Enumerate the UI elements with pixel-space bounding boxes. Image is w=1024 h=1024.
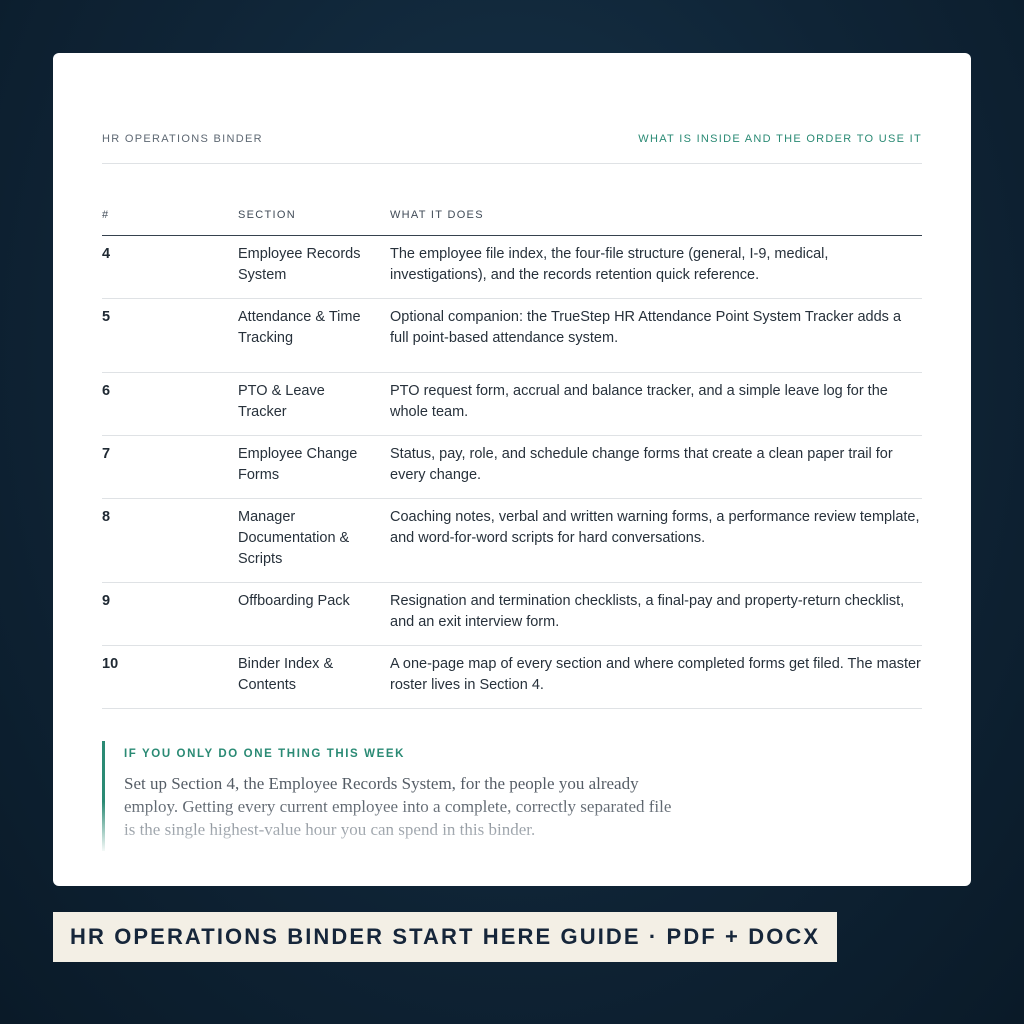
row-description: A one-page map of every section and where completed forms get filed. The master roster lives in Section 4. xyxy=(390,646,922,709)
table-header-row xyxy=(102,201,922,236)
row-number: 7 xyxy=(102,436,238,499)
row-number: 8 xyxy=(102,499,238,583)
callout-accent-bar xyxy=(102,741,105,851)
row-section: Offboarding Pack xyxy=(238,583,390,646)
table-row xyxy=(102,299,922,373)
row-description: PTO request form, accrual and balance tracker, and a simple leave log for the whole team. xyxy=(390,373,922,436)
column-header-section: SECTION xyxy=(238,201,390,236)
table-row xyxy=(102,583,922,646)
row-number: 4 xyxy=(102,236,238,299)
banner-text: HR OPERATIONS BINDER START HERE GUIDE · PDF + DOCX xyxy=(70,924,821,949)
row-section: Attendance & Time Tracking xyxy=(238,299,390,373)
row-description: Resignation and termination checklists, a final-pay and property-return checklist, and an exit interview form. xyxy=(390,583,922,646)
row-section: Binder Index & Contents xyxy=(238,646,390,709)
row-number: 5 xyxy=(102,299,238,373)
row-section: Employee Change Forms xyxy=(238,436,390,499)
row-description: Status, pay, role, and schedule change forms that create a clean paper trail for every change. xyxy=(390,436,922,499)
row-section: Manager Documentation & Scripts xyxy=(238,499,390,583)
table-row xyxy=(102,646,922,709)
row-number: 6 xyxy=(102,373,238,436)
callout-title: IF YOU ONLY DO ONE THING THIS WEEK xyxy=(124,748,406,760)
row-description: Optional companion: the TrueStep HR Attendance Point System Tracker adds a full point-based attendance system. xyxy=(390,299,922,373)
table-row xyxy=(102,236,922,299)
row-description: Coaching notes, verbal and written warning forms, a performance review template, and word-for-word scripts for hard conversations. xyxy=(390,499,922,583)
callout-body: Set up Section 4, the Employee Records System, for the people you already employ. Getting every current employee into a complete, correctly separated file is the single highest-value hour you can spend in this binder. xyxy=(124,772,684,841)
document-title: HR OPERATIONS BINDER xyxy=(102,133,263,145)
callout-box xyxy=(102,741,724,851)
product-banner xyxy=(53,912,837,962)
row-section: Employee Records System xyxy=(238,236,390,299)
document-header xyxy=(102,133,922,164)
row-section: PTO & Leave Tracker xyxy=(238,373,390,436)
table-row xyxy=(102,499,922,583)
document-subtitle: WHAT IS INSIDE AND THE ORDER TO USE IT xyxy=(638,133,922,145)
column-header-number: # xyxy=(102,201,238,236)
column-header-description: WHAT IT DOES xyxy=(390,201,922,236)
row-number: 10 xyxy=(102,646,238,709)
row-description: The employee file index, the four-file structure (general, I-9, medical, investigations), and the records retention quick reference. xyxy=(390,236,922,299)
document-card xyxy=(53,53,971,886)
table-row xyxy=(102,436,922,499)
sections-table xyxy=(102,201,922,709)
table-row xyxy=(102,373,922,436)
row-number: 9 xyxy=(102,583,238,646)
